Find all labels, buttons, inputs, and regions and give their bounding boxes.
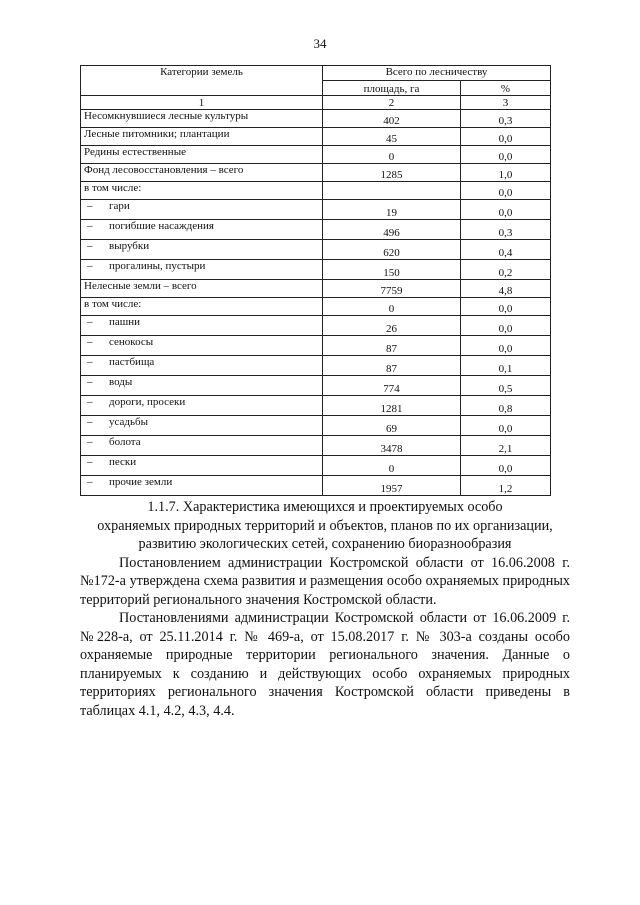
category-label: Несомкнувшиеся лесные культуры	[84, 110, 249, 122]
percent-cell: 0,0	[461, 128, 551, 146]
percent-cell: 1,0	[461, 164, 551, 182]
table-row	[81, 260, 551, 280]
percent-cell: 0,0	[461, 456, 551, 476]
area-cell: 26	[323, 316, 461, 336]
area-cell: 7759	[323, 280, 461, 298]
column-number: 3	[461, 96, 551, 110]
header-total: Всего по лесничеству	[323, 66, 551, 81]
table-row	[81, 436, 551, 456]
category-label: в том числе:	[84, 298, 142, 310]
category-label: прогалины, пустыри	[109, 260, 206, 272]
category-cell	[81, 336, 323, 356]
category-label: сенокосы	[109, 336, 154, 348]
section-heading-line: развитию экологических сетей, сохранению биоразнообразия	[138, 536, 512, 552]
section-heading-line: охраняемых природных территорий и объектов, планов по их организации,	[97, 517, 553, 534]
list-dash: –	[87, 356, 93, 368]
category-label: вырубки	[109, 240, 150, 252]
area-cell: 87	[323, 356, 461, 376]
category-cell	[81, 396, 323, 416]
table-row	[81, 376, 551, 396]
category-label: Редины естественные	[84, 146, 186, 158]
percent-cell: 0,3	[461, 220, 551, 240]
area-cell: 69	[323, 416, 461, 436]
table-row	[81, 164, 551, 182]
category-label: в том числе:	[84, 182, 142, 194]
section-heading-line: 1.1.7. Характеристика имеющихся и проектируемых особо	[147, 499, 503, 515]
header-category: Категории земель	[81, 66, 323, 96]
percent-cell: 0,8	[461, 396, 551, 416]
list-dash: –	[87, 436, 93, 448]
percent-cell: 0,0	[461, 336, 551, 356]
table-row	[81, 240, 551, 260]
category-cell	[81, 436, 323, 456]
percent-cell: 2,1	[461, 436, 551, 456]
header-percent: %	[461, 81, 551, 96]
area-cell: 1285	[323, 164, 461, 182]
list-dash: –	[87, 336, 93, 348]
category-label: Нелесные земли – всего	[84, 280, 197, 292]
category-label: Фонд лесовосстановления – всего	[84, 164, 244, 176]
percent-cell: 0,0	[461, 416, 551, 436]
category-label: погибшие насаждения	[109, 220, 214, 232]
area-cell: 19	[323, 200, 461, 220]
page-number: 34	[313, 36, 327, 51]
percent-cell: 0,0	[461, 146, 551, 164]
paragraph: Постановлением администрации Костромской области от 16.06.2008 г. №172-а утверждена схема развития и размещения особо охраняемых природных территорий регионального значения Костромской области.	[80, 554, 570, 608]
table-row	[81, 396, 551, 416]
percent-cell: 0,2	[461, 260, 551, 280]
percent-cell: 0,0	[461, 182, 551, 200]
table-row	[81, 456, 551, 476]
list-dash: –	[87, 396, 93, 408]
category-label: прочие земли	[109, 476, 173, 488]
area-cell: 496	[323, 220, 461, 240]
category-cell	[81, 260, 323, 280]
table-row	[81, 298, 551, 316]
percent-cell: 0,3	[461, 110, 551, 128]
table-row	[81, 220, 551, 240]
table-row	[81, 146, 551, 164]
category-label: пастбища	[109, 356, 155, 368]
percent-cell: 0,1	[461, 356, 551, 376]
category-cell	[81, 456, 323, 476]
category-label: Лесные питомники; плантации	[84, 128, 230, 140]
table-row	[81, 182, 551, 200]
category-cell	[81, 146, 323, 164]
list-dash: –	[87, 240, 93, 252]
category-label: пашни	[109, 316, 141, 328]
table-row	[81, 416, 551, 436]
column-numbers-row	[81, 96, 551, 110]
list-dash: –	[87, 456, 93, 468]
table-row	[81, 356, 551, 376]
category-cell	[81, 476, 323, 496]
table-body	[81, 110, 551, 496]
category-label: дороги, просеки	[109, 396, 186, 408]
section-heading	[80, 498, 570, 554]
list-dash: –	[87, 316, 93, 328]
area-cell: 150	[323, 260, 461, 280]
category-cell	[81, 356, 323, 376]
category-cell	[81, 182, 323, 200]
list-dash: –	[87, 220, 93, 232]
column-number: 2	[323, 96, 461, 110]
category-cell	[81, 416, 323, 436]
percent-cell: 0,0	[461, 316, 551, 336]
table-row	[81, 128, 551, 146]
category-cell	[81, 110, 323, 128]
category-cell	[81, 316, 323, 336]
area-cell: 3478	[323, 436, 461, 456]
area-cell: 87	[323, 336, 461, 356]
area-cell	[323, 182, 461, 200]
category-label: воды	[109, 376, 133, 388]
category-cell	[81, 128, 323, 146]
header-area: площадь, га	[323, 81, 461, 96]
area-cell: 0	[323, 146, 461, 164]
list-dash: –	[87, 200, 93, 212]
area-cell: 0	[323, 298, 461, 316]
area-cell: 0	[323, 456, 461, 476]
percent-cell: 0,0	[461, 298, 551, 316]
category-cell	[81, 376, 323, 396]
table-row	[81, 336, 551, 356]
category-cell	[81, 200, 323, 220]
list-dash: –	[87, 416, 93, 428]
section-text	[80, 498, 570, 720]
percent-cell: 0,0	[461, 200, 551, 220]
category-label: пески	[109, 456, 137, 468]
table-row	[81, 110, 551, 128]
category-cell	[81, 280, 323, 298]
list-dash: –	[87, 376, 93, 388]
category-cell	[81, 298, 323, 316]
percent-cell: 0,5	[461, 376, 551, 396]
category-cell	[81, 220, 323, 240]
table-row	[81, 316, 551, 336]
area-cell: 402	[323, 110, 461, 128]
category-label: гари	[109, 200, 130, 212]
area-cell: 1957	[323, 476, 461, 496]
category-label: усадьбы	[109, 416, 148, 428]
category-cell	[81, 164, 323, 182]
percent-cell: 0,4	[461, 240, 551, 260]
land-categories-table	[80, 65, 551, 496]
list-dash: –	[87, 476, 93, 488]
table-row	[81, 280, 551, 298]
area-cell: 1281	[323, 396, 461, 416]
table-row	[81, 476, 551, 496]
category-label: болота	[109, 436, 141, 448]
percent-cell: 4,8	[461, 280, 551, 298]
area-cell: 45	[323, 128, 461, 146]
area-cell: 620	[323, 240, 461, 260]
category-cell	[81, 240, 323, 260]
column-number: 1	[81, 96, 323, 110]
paragraph: Постановлениями администрации Костромской области от 16.06.2009 г. №228-а, от 25.11.2014 г. № 469-а, от 15.08.2017 г. № 303-а созданы особо охраняемые природные территории регионального значения. Данные о планируемых к созданию и действующих особо охраняемых природных территориях регионального значения Костромской области приведены в таблицах 4.1, 4.2, 4.3, 4.4.	[80, 610, 570, 719]
list-dash: –	[87, 260, 93, 272]
percent-cell: 1,2	[461, 476, 551, 496]
area-cell: 774	[323, 376, 461, 396]
table-row	[81, 200, 551, 220]
